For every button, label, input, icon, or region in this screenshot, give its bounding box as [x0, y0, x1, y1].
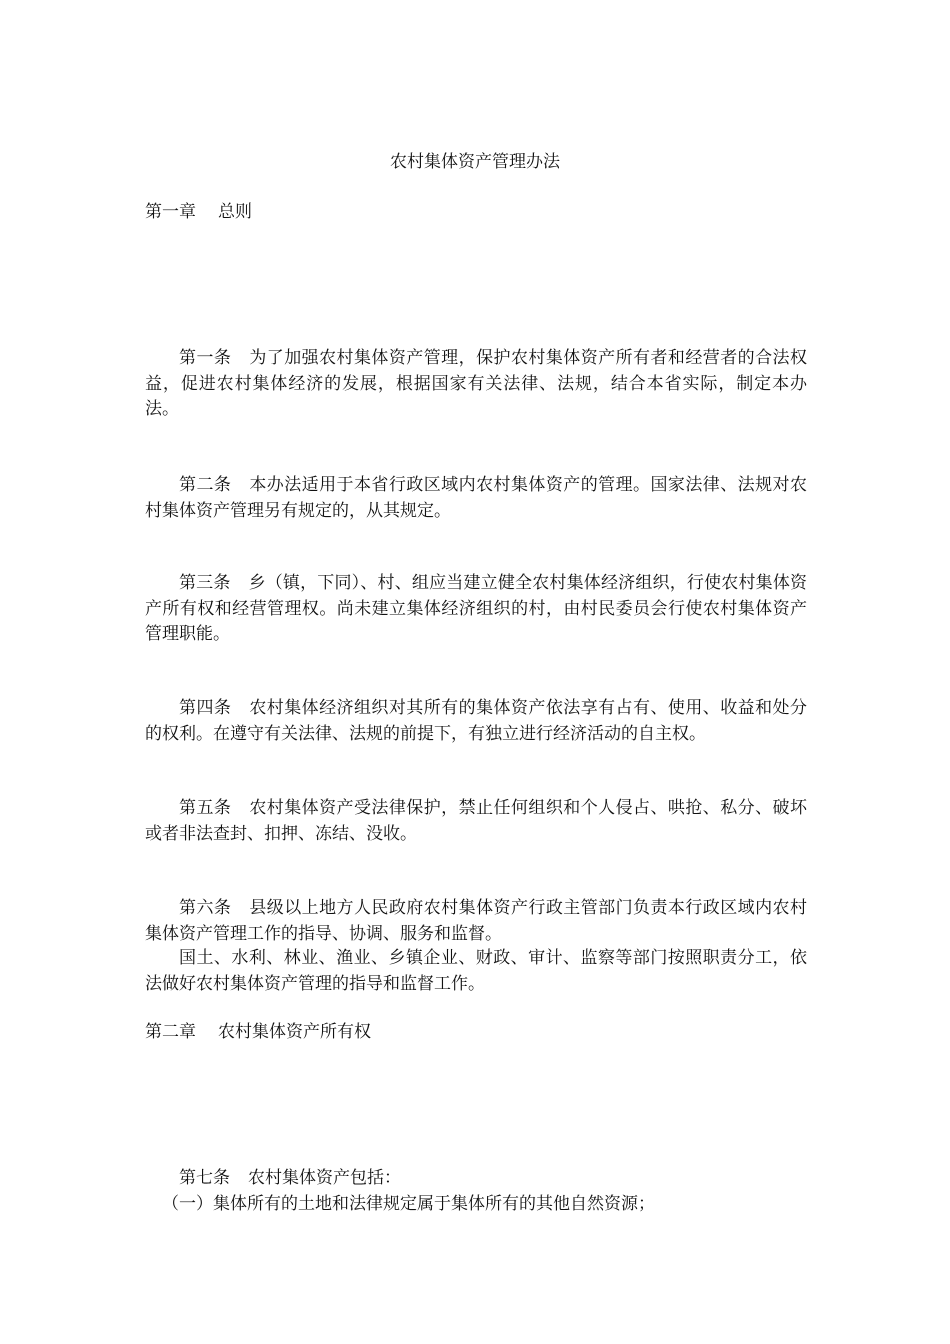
article-text: 乡（镇，下同）、村、组应当建立健全农村集体经济组织，行使农村集体资产所有权和经营管理权。尚未建立集体经济组织的村，由村民委员会行使农村集体资产管理职能。: [145, 573, 808, 644]
chapter-heading-2: [145, 1020, 371, 1044]
article-number: 第七条: [179, 1168, 230, 1188]
article-number: 第六条: [179, 898, 232, 918]
article-number: 第五条: [179, 798, 232, 818]
article-number: 第三条: [179, 573, 231, 593]
chapter-name: 农村集体资产所有权: [218, 1022, 371, 1042]
article-3: [145, 571, 807, 648]
chapter-number: 第二章: [145, 1022, 196, 1042]
article-text: 农村集体资产包括：: [248, 1168, 401, 1188]
article-7-item-1: （一）集体所有的土地和法律规定属于集体所有的其他自然资源；: [162, 1194, 655, 1214]
article-text: 县级以上地方人民政府农村集体资产行政主管部门负责本行政区域内农村集体资产管理工作的指导、协调、服务和监督。: [145, 898, 808, 944]
article-text: 农村集体资产受法律保护，禁止任何组织和个人侵占、哄抢、私分、破坏或者非法查封、扣押、冻结、没收。: [145, 798, 808, 844]
article-number: 第四条: [179, 698, 232, 718]
article-1: [145, 346, 807, 423]
article-number: 第一条: [179, 348, 232, 368]
article-6: [145, 896, 807, 947]
article-4: [145, 696, 807, 747]
article-2: [145, 473, 807, 524]
chapter-heading-1: [145, 200, 252, 224]
article-7: [145, 1166, 807, 1192]
article-6-paragraph-2: 国土、水利、林业、渔业、乡镇企业、财政、审计、监察等部门按照职责分工，依法做好农村集体资产管理的指导和监督工作。: [145, 948, 807, 994]
article-text: 农村集体经济组织对其所有的集体资产依法享有占有、使用、收益和处分的权利。在遵守有关法律、法规的前提下，有独立进行经济活动的自主权。: [145, 698, 808, 744]
article-number: 第二条: [179, 475, 232, 495]
document-title: 农村集体资产管理办法: [390, 152, 560, 172]
chapter-number: 第一章: [145, 202, 196, 222]
article-5: [145, 796, 807, 847]
chapter-name: 总则: [218, 202, 252, 222]
article-text: 本办法适用于本省行政区域内农村集体资产的管理。国家法律、法规对农村集体资产管理另有规定的，从其规定。: [145, 475, 808, 521]
article-text: 为了加强农村集体资产管理，保护农村集体资产所有者和经营者的合法权益，促进农村集体经济的发展，根据国家有关法律、法规，结合本省实际，制定本办法。: [145, 348, 808, 419]
